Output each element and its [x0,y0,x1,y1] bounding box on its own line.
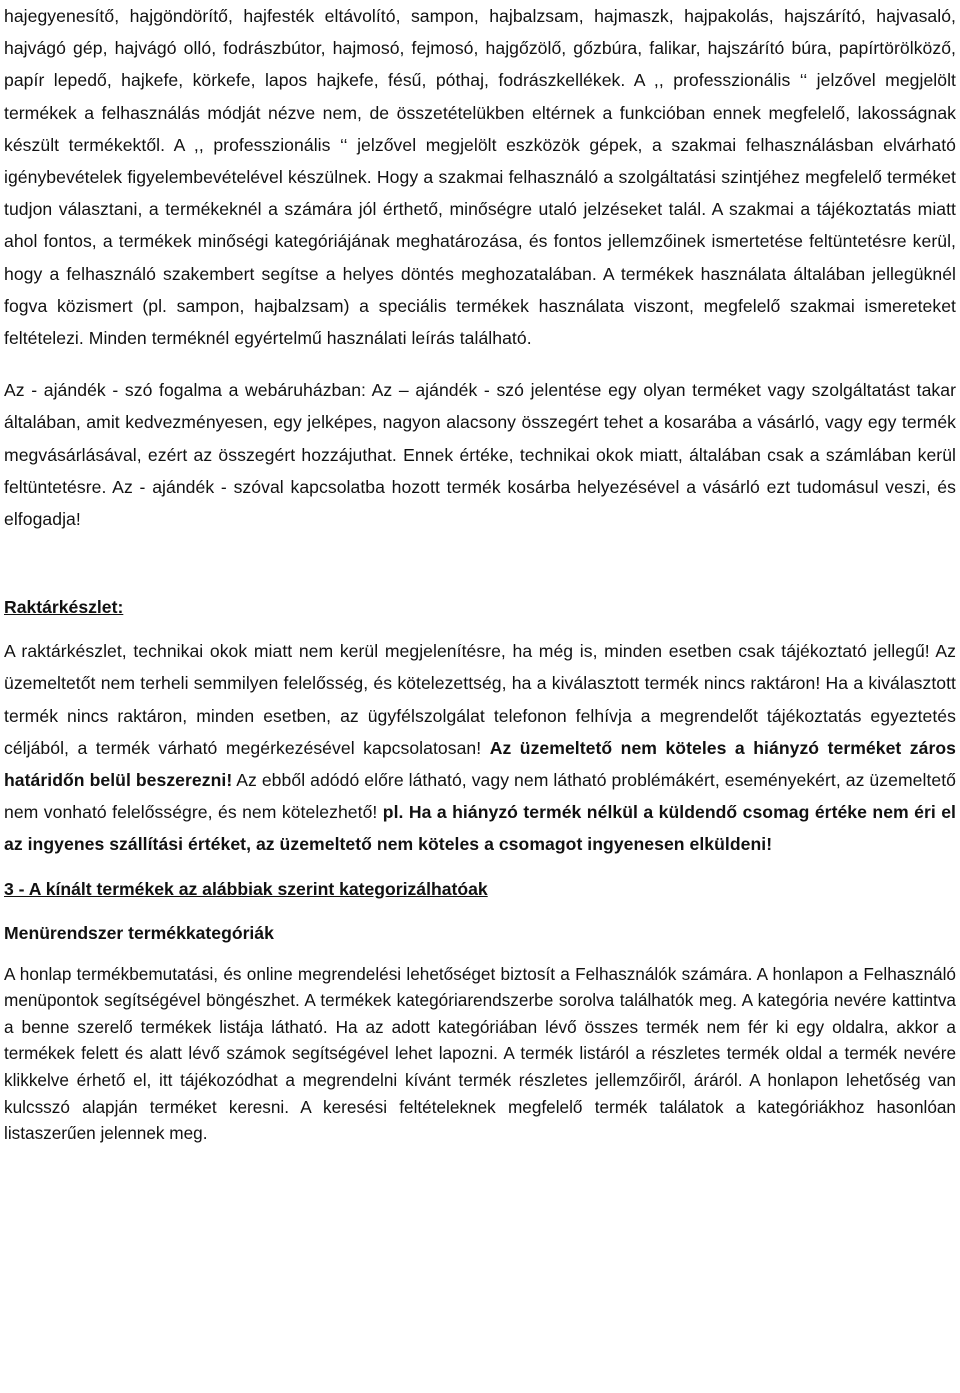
spacer [4,861,956,873]
stock-heading: Raktárkészlet: [4,597,124,618]
menu-heading: Menürendszer termékkategóriák [4,922,274,943]
stock-text-1: A raktárkészlet, technikai okok miatt nem kerül megjelenítésre, ha még is, minden esetben csak tájékoztató jellegű! Az üzemeltetőt nem terheli semmilyen felelősség, és kötelezettség, ha a kiválasztott termék nincs raktáron! Ha a kiválasztott termék nincs raktáron, minden esetben, az ügyfélszolgálat telefonon felhívja a megrendelőt tájékoztatás egyeztetés céljából, a termék várható megérkezésével kapcsolatosan! [4,641,956,758]
spacer [4,949,956,961]
section3-heading: 3 - A kínált termékek az alábbiak szerint kategorizálhatóak [4,878,488,899]
spacer [4,623,956,635]
spacer [4,535,956,591]
stock-paragraph [4,635,956,860]
stock-bold-2: pl. Ha a hiányzó termék nélkül a küldendő csomag értéke nem éri el az ingyenes szállítási értéket, az üzemeltető nem köteles a csomagot ingyenesen elküldeni! [4,802,956,855]
spacer [4,354,956,374]
stock-text-2: Az ebből adódó előre látható, vagy nem látható problémákért, eseményekért, az üzemeltető nem vonható felelősségre, és nem kötelezhető! [4,770,956,823]
gift-paragraph: Az - ajándék - szó fogalma a webáruházban: Az – ajándék - szó jelentése egy olyan terméket vagy szolgáltatást takar általában, amit kedvezményesen, egy jelképes, nagyon alacsony összegért tehet a kosarába a vásárló, vagy egy termék megvásárlásával, ezért az összegért hozzájuthat. Ennek értéke, technikai okok miatt, általában csak a számlában kerül feltüntetésre. Az - ajándék - szóval kapcsolatba hozott termék kosárba helyezésével a vásárló ezt tudomásul veszi, és elfogadja! [4,380,956,530]
intro-paragraph: hajegyenesítő, hajgöndörítő, hajfesték eltávolító, sampon, hajbalzsam, hajmaszk, hajpakolás, hajszárító, hajvasaló, hajvágó gép, hajvágó olló, fodrászbútor, hajmosó, fejmosó, hajgőzölő, gőzbúra, falikar, hajszárító búra, papírtörölköző, papír lepedő, hajkefe, körkefe, lapos hajkefe, fésű, póthaj, fodrászkellékek. A ,, professzionális ‘‘ jelzővel megjelölt termékek a felhasználás módját nézve nem, de összetételükben eltérnek a funkcióban ennek megfelelő, lakosságnak készült termékektől. A ,, professzionális ‘‘ jelzővel megjelölt eszközök gépek, a szakmai felhasználásban elvárható igénybevételek figyelembevételével készülnek. Hogy a szakmai felhasználó a szolgáltatási szintjéhez megfelelő terméket tudjon választani, a termékeknél a számára jól érthető, minőségre utaló jelzéseket talál. A szakmai a tájékoztatás miatt ahol fontos, a termékek minőségi kategóriájának meghatározása, és fontos jellemzőinek ismertetése feltüntetésre kerül, hogy a felhasználó szakembert segítse a helyes döntés meghozatalában. A termékek használata általában jellegüknél fogva közismert (pl. sampon, hajbalzsam) a speciális termékek használata viszont, megfelelő szakmai ismereteket feltételezi. Minden terméknél egyértelmű használati leírás található. [4,6,956,349]
menu-paragraph: A honlap termékbemutatási, és online megrendelési lehetőséget biztosít a Felhasználók számára. A honlapon a Felhasználó menüpontok segítségével böngészhet. A termékek kategóriarendszerbe sorolva találhatók meg. A kategória nevére kattintva a benne szerelő termékek listája látható. Ha az adott kategóriában lévő összes termék nem fér ki egy oldalra, akkor a termékek felett és alatt lévő számok segítségével lehet lapozni. A termék listáról a részletes termék oldal a termék nevére klikkelve érhető el, itt tájékozódhat a megrendelni kívánt termék részletes jellemzőiről, áráról. A honlapon lehetőség van kulcsszó alapján terméket keresni. A keresési feltételeknek megfelelő termék találatok a kategóriákhoz hasonlóan listaszerűen jelennek meg. [4,963,956,1144]
spacer [4,905,956,917]
stock-bold-1: Az üzemeltető nem köteles a hiányzó terméket záros határidőn belül beszerezni! [4,737,957,791]
